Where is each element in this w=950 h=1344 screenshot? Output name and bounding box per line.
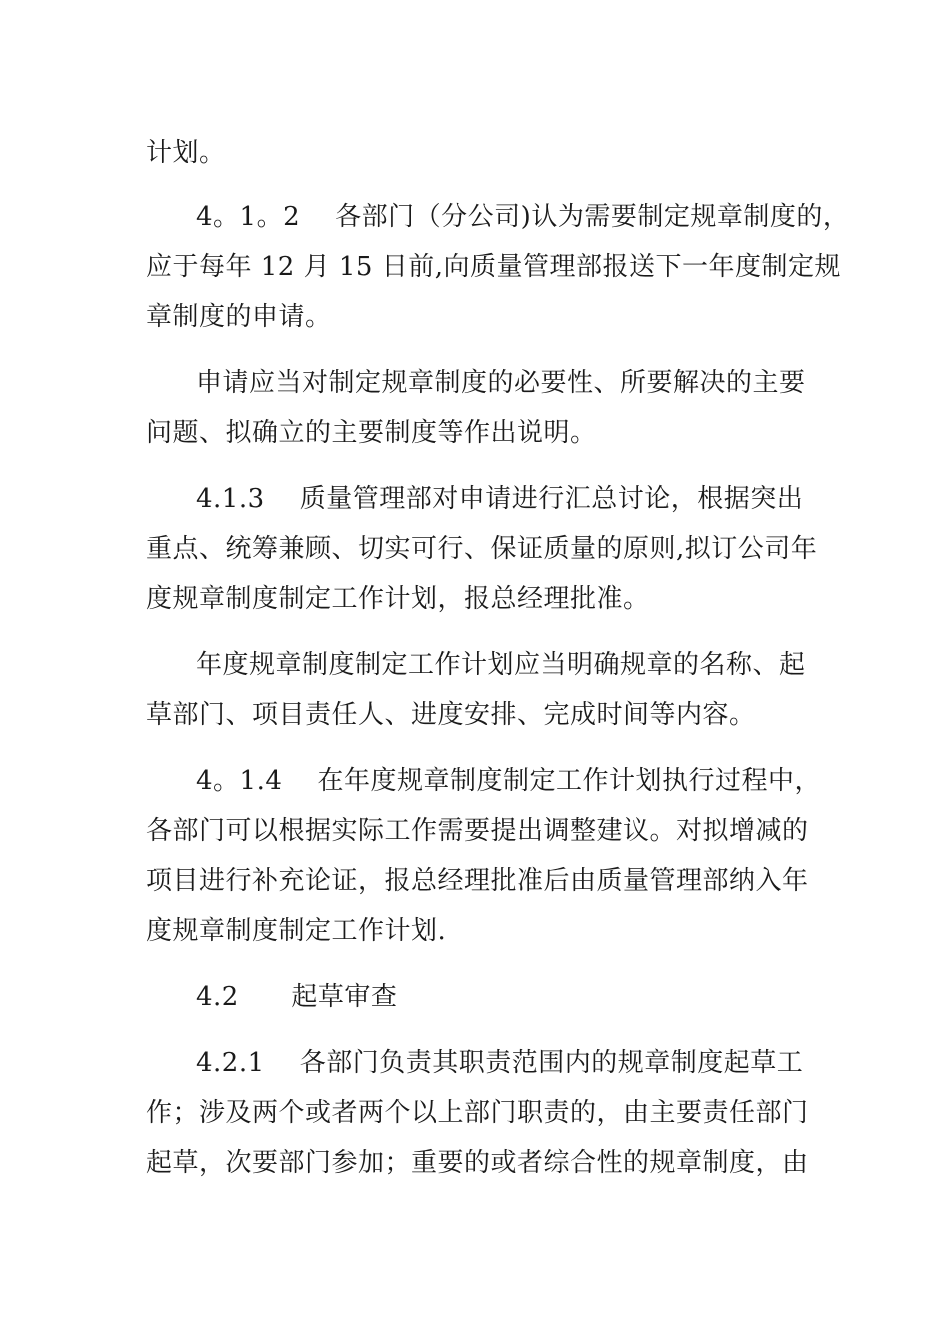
paragraph-1-line-1: 4。1。2 各部门（分公司)认为需要制定规章制度的， — [196, 202, 850, 232]
paragraph-4-line-1: 年度规章制度制定工作计划应当明确规章的名称、起 — [196, 650, 806, 680]
paragraph-5-line-3: 项目进行补充论证，报总经理批准后由质量管理部纳入年 — [146, 866, 809, 896]
paragraph-3-line-1: 4.1.3 质量管理部对申请进行汇总讨论，根据突出 — [196, 484, 804, 514]
paragraph-4-line-2: 草部门、项目责任人、进度安排、完成时间等内容。 — [146, 700, 756, 730]
paragraph-3-line-2: 重点、统筹兼顾、切实可行、保证质量的原则,拟订公司年 — [146, 534, 818, 564]
paragraph-3-line-3: 度规章制度制定工作计划，报总经理批准。 — [146, 584, 650, 614]
paragraph-7-line-1: 4.2.1 各部门负责其职责范围内的规章制度起草工 — [196, 1048, 804, 1078]
paragraph-1-line-3: 章制度的申请。 — [146, 302, 332, 332]
section-heading-4-2: 4.2 起草审查 — [196, 982, 398, 1012]
paragraph-5-line-2: 各部门可以根据实际工作需要提出调整建议。对拟增减的 — [146, 816, 809, 846]
paragraph-2-line-2: 问题、拟确立的主要制度等作出说明。 — [146, 418, 597, 448]
paragraph-7-line-2: 作；涉及两个或者两个以上部门职责的，由主要责任部门 — [146, 1098, 809, 1128]
paragraph-5-line-4: 度规章制度制定工作计划. — [146, 916, 447, 946]
paragraph-5-line-1: 4。1.4 在年度规章制度制定工作计划执行过程中， — [196, 766, 821, 796]
paragraph-7-line-3: 起草，次要部门参加；重要的或者综合性的规章制度，由 — [146, 1148, 809, 1178]
paragraph-1-line-2: 应于每年 12 月 15 日前,向质量管理部报送下一年度制定规 — [146, 252, 841, 282]
paragraph-0-line-1: 计划。 — [146, 138, 226, 168]
paragraph-2-line-1: 申请应当对制定规章制度的必要性、所要解决的主要 — [196, 368, 806, 398]
